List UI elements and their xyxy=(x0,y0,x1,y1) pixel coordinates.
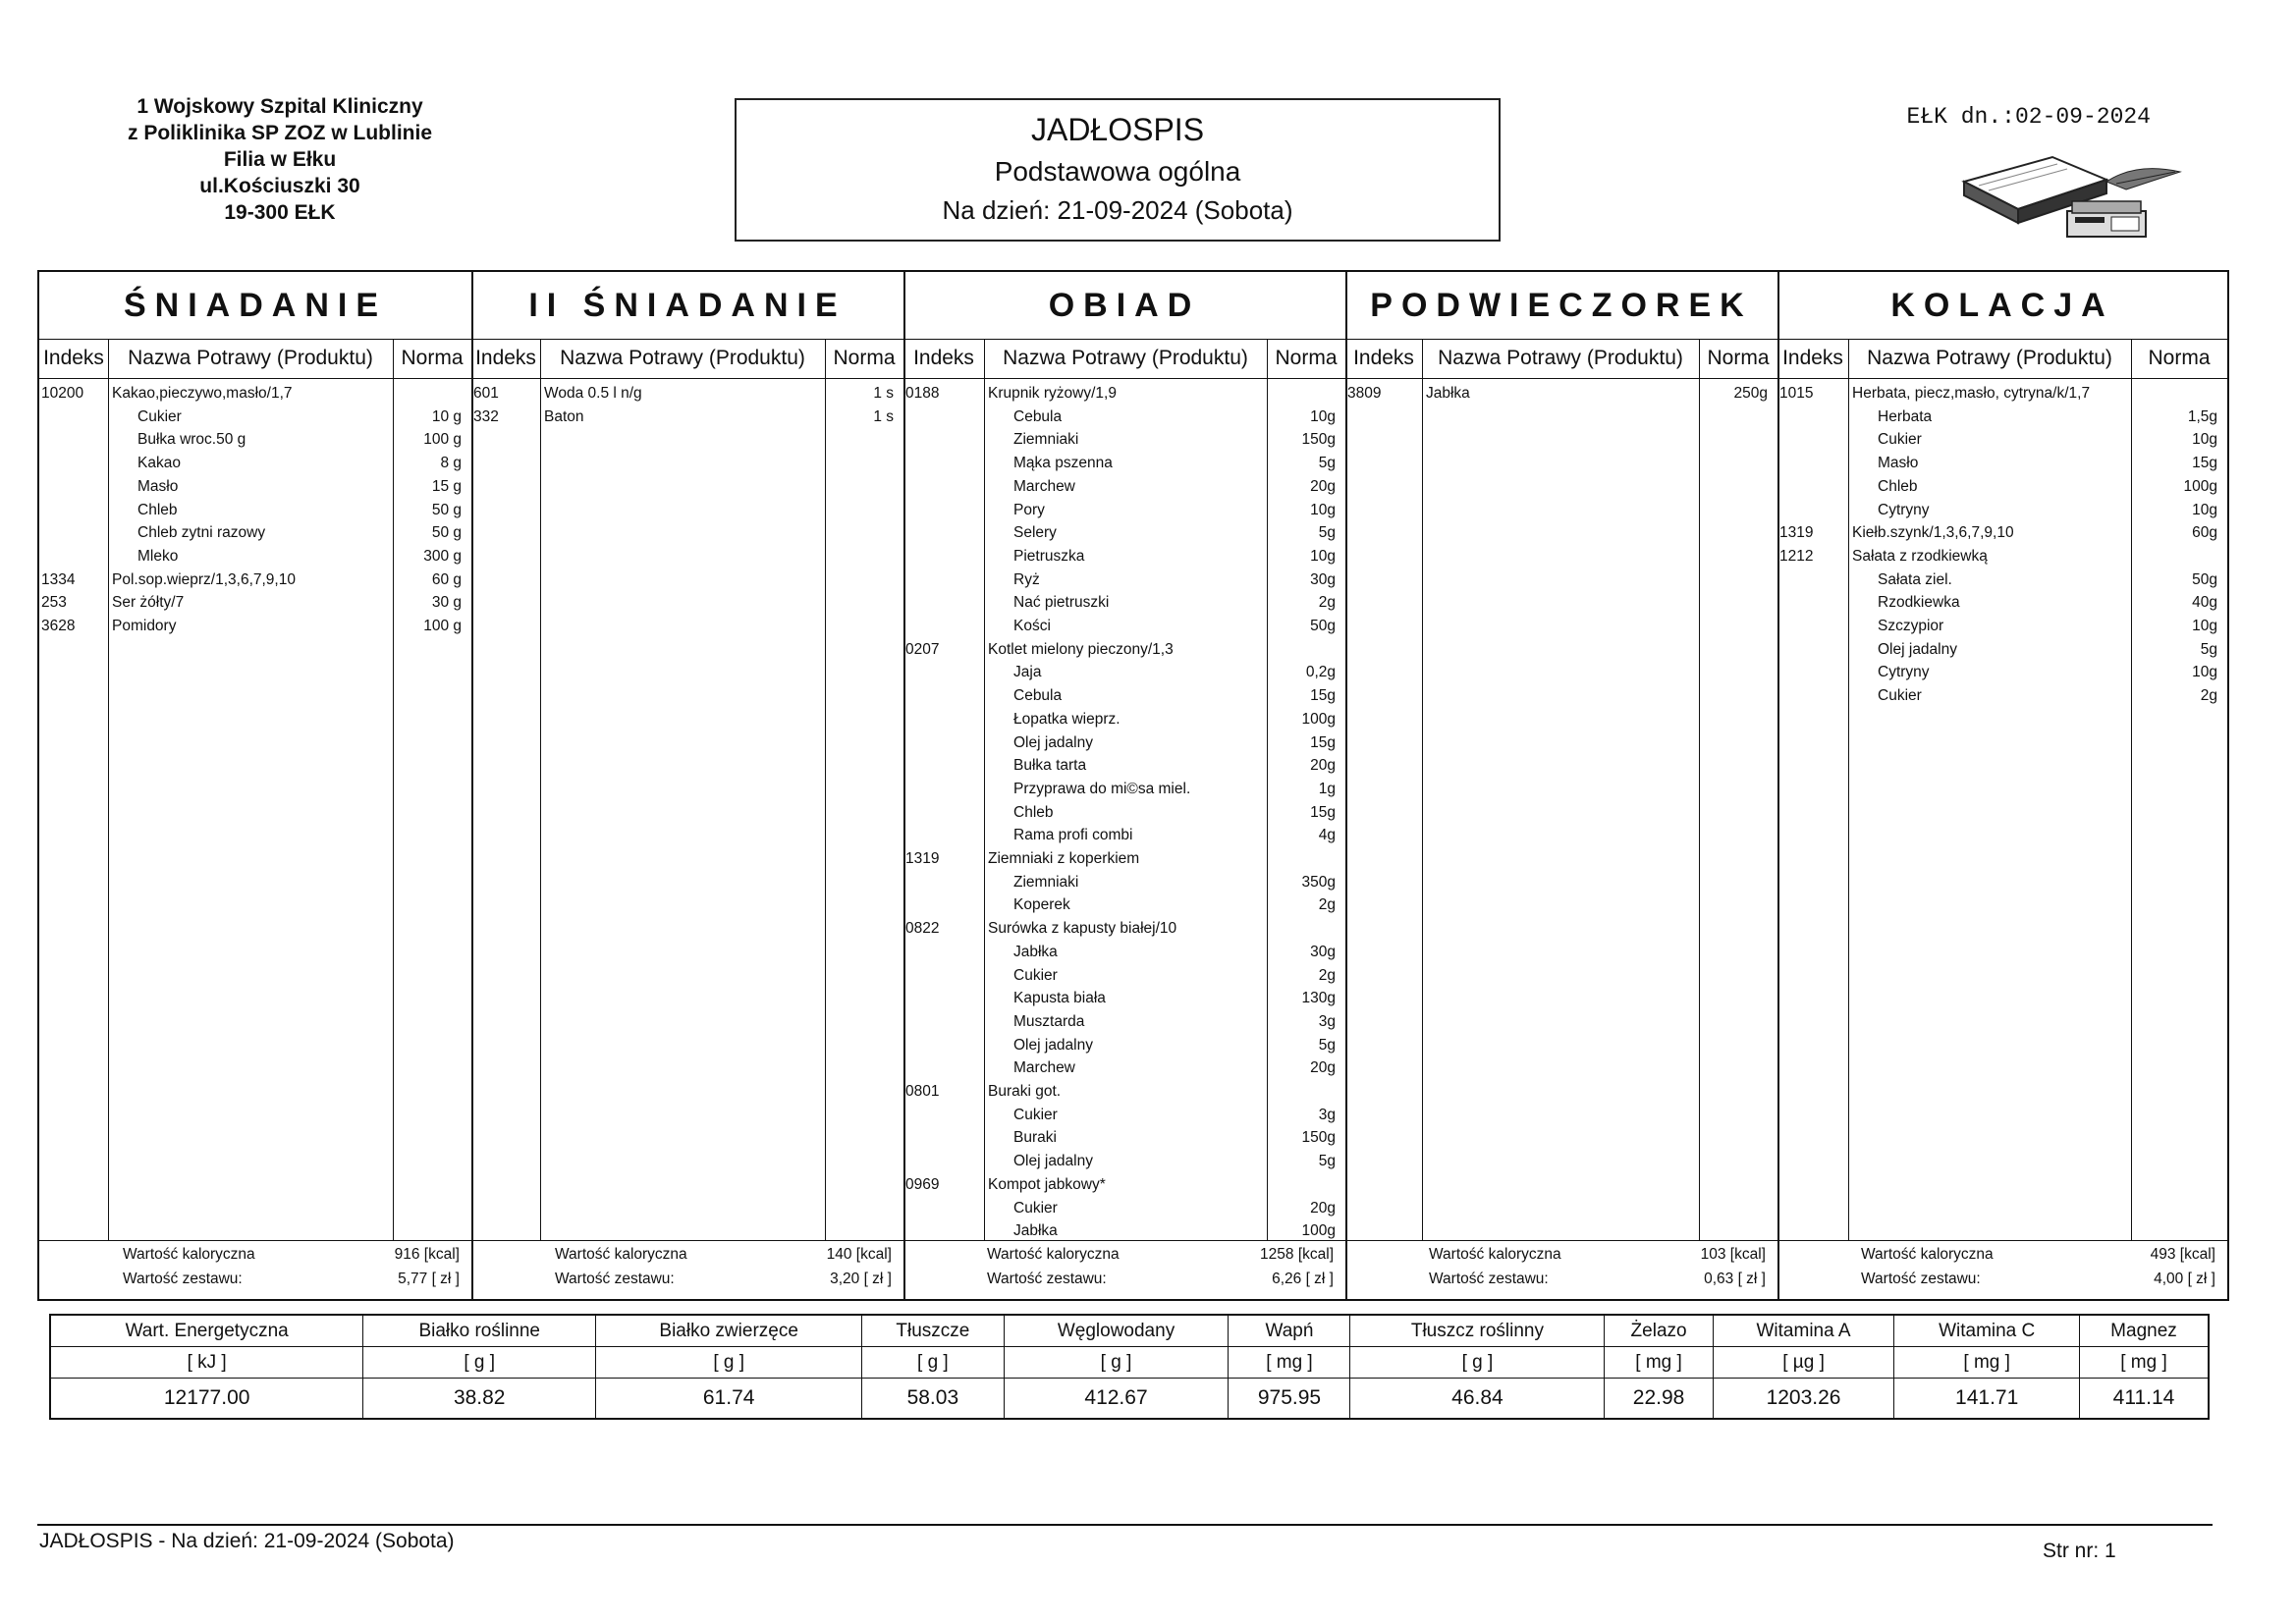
item-index: 3628 xyxy=(41,618,76,634)
item-norma: 150g xyxy=(1301,1129,1336,1147)
column-header-norma: Norma xyxy=(1707,347,1770,369)
item-name: Masło xyxy=(1878,455,1919,472)
nutrition-unit: [ mg ] xyxy=(2079,1347,2209,1379)
item-name: Olej jadalny xyxy=(1013,733,1093,751)
column-header-nazwa: Nazwa Potrawy (Produktu) xyxy=(1438,347,1683,369)
column-header-norma: Norma xyxy=(2148,347,2211,369)
issue-date: EŁK dn.:02-09-2024 xyxy=(1906,104,2151,130)
item-name: Ziemniaki xyxy=(1013,431,1079,449)
item-name: Kiełb.szynk/1,3,6,7,9,10 xyxy=(1852,524,2014,542)
list-item xyxy=(39,1219,2227,1243)
item-norma: 100g xyxy=(2183,477,2217,495)
item-name: Pietruszka xyxy=(1013,547,1085,565)
item-norma: 0,2g xyxy=(1305,664,1336,681)
footer-label-kcal: Wartość kaloryczna xyxy=(1861,1246,1994,1263)
nutrition-header: Białko roślinne xyxy=(363,1315,596,1347)
list-item xyxy=(39,568,2227,592)
nutrition-unit: [ mg ] xyxy=(1894,1347,2080,1379)
item-name: Marchew xyxy=(1013,477,1075,495)
nutrition-header: Magnez xyxy=(2079,1315,2209,1347)
page-title: JADŁOSPIS xyxy=(1030,112,1205,147)
list-item xyxy=(39,1173,2227,1197)
item-name: Surówka z kapusty białej/10 xyxy=(988,920,1177,938)
footer-value-kcal: 103 [kcal] xyxy=(1700,1246,1766,1263)
item-name: Cytryny xyxy=(1878,664,1930,681)
item-norma: 10g xyxy=(1310,407,1336,425)
item-name: Kości xyxy=(1013,618,1051,634)
item-norma: 250g xyxy=(1733,385,1768,402)
item-norma: 300 g xyxy=(423,547,462,565)
nutrition-header: Węglowodany xyxy=(1004,1315,1229,1347)
list-item xyxy=(39,1080,2227,1104)
item-name: Cukier xyxy=(1013,966,1058,984)
item-name: Chleb xyxy=(137,501,178,518)
footer-label-kcal: Wartość kaloryczna xyxy=(987,1246,1120,1263)
footer-value-kcal: 916 [kcal] xyxy=(394,1246,460,1263)
item-norma: 100 g xyxy=(423,618,462,634)
item-norma: 1 s xyxy=(873,407,894,425)
footer-label-zestaw: Wartość zestawu: xyxy=(555,1271,675,1287)
item-norma: 130g xyxy=(1301,990,1336,1007)
item-index: 1015 xyxy=(1779,385,1814,402)
list-item xyxy=(39,521,2227,545)
hospital-line: Filia w Ełku xyxy=(223,148,337,171)
list-item xyxy=(39,475,2227,499)
item-norma: 5g xyxy=(1318,455,1336,472)
column-header-indeks: Indeks xyxy=(43,347,104,369)
item-norma: 1g xyxy=(1318,780,1336,797)
item-name: Łopatka wieprz. xyxy=(1013,710,1121,728)
footer-title: JADŁOSPIS - Na dzień: 21-09-2024 (Sobota) xyxy=(39,1530,455,1552)
item-norma: 15g xyxy=(1310,687,1336,705)
list-item xyxy=(39,847,2227,871)
nutrition-value: 975.95 xyxy=(1229,1379,1350,1420)
item-name: Jabłka xyxy=(1013,1222,1058,1240)
item-name: Mąka pszenna xyxy=(1013,455,1113,472)
list-item xyxy=(39,661,2227,684)
nutrition-value: 1203.26 xyxy=(1713,1379,1894,1420)
list-item xyxy=(39,871,2227,894)
list-item xyxy=(39,406,2227,429)
nutrition-value: 412.67 xyxy=(1004,1379,1229,1420)
column-header-norma: Norma xyxy=(1275,347,1338,369)
item-index: 3809 xyxy=(1347,385,1382,402)
list-item xyxy=(39,428,2227,452)
list-item xyxy=(39,638,2227,662)
meal-title: II ŚNIADANIE xyxy=(528,287,847,324)
header-separator xyxy=(39,378,2227,379)
nutrition-header: Wapń xyxy=(1229,1315,1350,1347)
nutrition-value: 22.98 xyxy=(1605,1379,1713,1420)
item-norma: 8 g xyxy=(440,455,462,472)
item-index: 0822 xyxy=(905,920,940,938)
item-name: Kakao,pieczywo,masło/1,7 xyxy=(112,385,293,402)
item-name: Cukier xyxy=(1878,687,1922,705)
item-name: Kotlet mielony pieczony/1,3 xyxy=(988,640,1174,658)
item-norma: 5g xyxy=(1318,1153,1336,1170)
item-norma: 40g xyxy=(2192,594,2217,612)
item-name: Kakao xyxy=(137,455,181,472)
footer-value-kcal: 493 [kcal] xyxy=(2150,1246,2215,1263)
list-item xyxy=(39,778,2227,801)
item-index: 0969 xyxy=(905,1175,940,1193)
item-name: Chleb zytni razowy xyxy=(137,524,266,542)
item-name: Olej jadalny xyxy=(1013,1036,1093,1054)
item-name: Buraki got. xyxy=(988,1083,1062,1100)
list-item xyxy=(39,964,2227,988)
item-name: Marchew xyxy=(1013,1059,1075,1077)
item-norma: 5g xyxy=(2200,640,2217,658)
nutrition-unit: [ mg ] xyxy=(1229,1347,1350,1379)
item-norma: 50 g xyxy=(431,524,462,542)
item-name: Olej jadalny xyxy=(1878,640,1957,658)
nutrition-unit: [ mg ] xyxy=(1605,1347,1713,1379)
item-name: Jabłka xyxy=(1013,943,1058,960)
footer-label-kcal: Wartość kaloryczna xyxy=(1429,1246,1561,1263)
list-item xyxy=(39,591,2227,615)
nutrition-unit: [ g ] xyxy=(1004,1347,1229,1379)
item-name: Jaja xyxy=(1013,664,1042,681)
item-name: Ser żółty/7 xyxy=(112,594,185,612)
item-name: Ziemniaki xyxy=(1013,873,1079,891)
item-norma: 15g xyxy=(1310,733,1336,751)
item-name: Pol.sop.wieprz/1,3,6,7,9,10 xyxy=(112,570,296,588)
item-name: Herbata xyxy=(1878,407,1933,425)
item-name: Woda 0.5 l n/g xyxy=(544,385,642,402)
footer-value-kcal: 1258 [kcal] xyxy=(1260,1246,1334,1263)
item-norma: 100g xyxy=(1301,1222,1336,1240)
item-norma: 60g xyxy=(2192,524,2217,542)
item-norma: 5g xyxy=(1318,524,1336,542)
item-norma: 20g xyxy=(1310,1059,1336,1077)
item-name: Selery xyxy=(1013,524,1057,542)
item-name: Kompot jabkowy* xyxy=(988,1175,1106,1193)
footer-label-kcal: Wartość kaloryczna xyxy=(555,1246,687,1263)
item-norma: 1 s xyxy=(873,385,894,402)
list-item xyxy=(39,545,2227,568)
column-header-norma: Norma xyxy=(833,347,896,369)
list-item xyxy=(39,917,2227,941)
item-norma: 2g xyxy=(1318,594,1336,612)
item-name: Buraki xyxy=(1013,1129,1057,1147)
item-norma: 1,5g xyxy=(2187,407,2217,425)
item-name: Bułka wroc.50 g xyxy=(137,431,246,449)
meal-title: KOLACJA xyxy=(1890,287,2114,324)
item-index: 1334 xyxy=(41,570,76,588)
item-norma: 3g xyxy=(1318,1106,1336,1123)
nutrition-value: 58.03 xyxy=(862,1379,1004,1420)
list-item xyxy=(39,987,2227,1010)
footer-label-zestaw: Wartość zestawu: xyxy=(123,1271,243,1287)
footer-value-kcal: 140 [kcal] xyxy=(826,1246,892,1263)
item-name: Cytryny xyxy=(1878,501,1930,518)
nutrition-value: 46.84 xyxy=(1350,1379,1605,1420)
footer-label-zestaw: Wartość zestawu: xyxy=(1429,1271,1549,1287)
column-header-indeks: Indeks xyxy=(1782,347,1843,369)
nutrition-header: Witamina C xyxy=(1894,1315,2080,1347)
item-norma: 20g xyxy=(1310,757,1336,775)
item-norma: 350g xyxy=(1301,873,1336,891)
item-name: Baton xyxy=(544,407,584,425)
item-name: Mleko xyxy=(137,547,179,565)
footer-value-zestaw: 4,00 [ zł ] xyxy=(2154,1271,2215,1287)
nutrition-table xyxy=(49,1314,2210,1420)
item-norma: 15g xyxy=(1310,803,1336,821)
nutrition-header: Białko zwierzęce xyxy=(596,1315,862,1347)
item-norma: 10 g xyxy=(431,407,462,425)
item-name: Rama profi combi xyxy=(1013,827,1133,844)
footer-label-kcal: Wartość kaloryczna xyxy=(123,1246,255,1263)
item-norma: 5g xyxy=(1318,1036,1336,1054)
footer-value-zestaw: 0,63 [ zł ] xyxy=(1704,1271,1766,1287)
item-norma: 50g xyxy=(2192,570,2217,588)
item-norma: 10g xyxy=(2192,431,2217,449)
item-norma: 3g xyxy=(1318,1012,1336,1030)
item-name: Rzodkiewka xyxy=(1878,594,1960,612)
list-item xyxy=(39,824,2227,847)
list-item xyxy=(39,1197,2227,1220)
item-name: Herbata, piecz,masło, cytryna/k/1,7 xyxy=(1852,385,2091,402)
nutrition-unit: [ kJ ] xyxy=(50,1347,363,1379)
column-header-norma: Norma xyxy=(401,347,464,369)
item-name: Musztarda xyxy=(1013,1012,1085,1030)
item-name: Krupnik ryżowy/1,9 xyxy=(988,385,1117,402)
nutrition-unit: [ g ] xyxy=(596,1347,862,1379)
item-norma: 150g xyxy=(1301,431,1336,449)
nutrition-unit: [ µg ] xyxy=(1713,1347,1894,1379)
item-name: Ryż xyxy=(1013,570,1040,588)
item-name: Pomidory xyxy=(112,618,177,634)
list-item xyxy=(39,1034,2227,1057)
item-norma: 20g xyxy=(1310,477,1336,495)
item-index: 0801 xyxy=(905,1083,940,1100)
column-header-nazwa: Nazwa Potrawy (Produktu) xyxy=(560,347,805,369)
item-norma: 30g xyxy=(1310,943,1336,960)
meal-title: OBIAD xyxy=(1048,287,1201,324)
list-item xyxy=(39,1104,2227,1127)
item-name: Jabłka xyxy=(1426,385,1470,402)
nutrition-value: 61.74 xyxy=(596,1379,862,1420)
hospital-line: 19-300 EŁK xyxy=(224,201,336,224)
item-norma: 10g xyxy=(1310,547,1336,565)
item-name: Sałata ziel. xyxy=(1878,570,1952,588)
item-index: 0188 xyxy=(905,385,940,402)
column-header-indeks: Indeks xyxy=(1353,347,1414,369)
hospital-line: z Poliklinika SP ZOZ w Lublinie xyxy=(128,122,432,144)
item-norma: 10g xyxy=(2192,501,2217,518)
nutrition-header: Wart. Energetyczna xyxy=(50,1315,363,1347)
nutrition-header: Tłuszcze xyxy=(862,1315,1004,1347)
item-name: Cukier xyxy=(1013,1106,1058,1123)
nutrition-value: 38.82 xyxy=(363,1379,596,1420)
item-name: Pory xyxy=(1013,501,1045,518)
item-norma: 100 g xyxy=(423,431,462,449)
item-index: 1319 xyxy=(1779,524,1814,542)
item-norma: 15g xyxy=(2192,455,2217,472)
meal-title: PODWIECZOREK xyxy=(1370,287,1753,324)
nutrition-unit: [ g ] xyxy=(1350,1347,1605,1379)
list-item xyxy=(39,1126,2227,1150)
item-index: 601 xyxy=(473,385,499,402)
column-header-nazwa: Nazwa Potrawy (Produktu) xyxy=(128,347,373,369)
item-name: Cebula xyxy=(1013,407,1063,425)
list-item xyxy=(39,499,2227,522)
column-header-nazwa: Nazwa Potrawy (Produktu) xyxy=(1867,347,2112,369)
item-name: Masło xyxy=(137,477,179,495)
list-item xyxy=(39,708,2227,731)
list-item xyxy=(39,893,2227,917)
page-number: Str nr: 1 xyxy=(2043,1540,2116,1562)
nutrition-unit: [ g ] xyxy=(862,1347,1004,1379)
footer-value-zestaw: 6,26 [ zł ] xyxy=(1272,1271,1334,1287)
item-norma: 50 g xyxy=(431,501,462,518)
item-norma: 100g xyxy=(1301,710,1336,728)
item-norma: 10g xyxy=(2192,618,2217,634)
item-index: 1319 xyxy=(905,850,940,867)
footer-value-zestaw: 3,20 [ zł ] xyxy=(830,1271,892,1287)
list-item xyxy=(39,452,2227,475)
item-norma: 30 g xyxy=(431,594,462,612)
footer-label-zestaw: Wartość zestawu: xyxy=(1861,1271,1981,1287)
item-name: Chleb xyxy=(1878,477,1918,495)
item-name: Koperek xyxy=(1013,896,1070,914)
item-index: 332 xyxy=(473,407,499,425)
item-index: 10200 xyxy=(41,385,84,402)
column-header-indeks: Indeks xyxy=(913,347,974,369)
footer-value-zestaw: 5,77 [ zł ] xyxy=(398,1271,460,1287)
item-norma: 50g xyxy=(1310,618,1336,634)
item-norma: 30g xyxy=(1310,570,1336,588)
hospital-address xyxy=(79,93,481,226)
item-name: Przyprawa do mi©sa miel. xyxy=(1013,780,1191,797)
list-item xyxy=(39,941,2227,964)
list-item xyxy=(39,684,2227,708)
list-item xyxy=(39,1010,2227,1034)
item-norma: 2g xyxy=(2200,687,2217,705)
item-name: Sałata z rzodkiewką xyxy=(1852,547,1988,565)
nutrition-header: Witamina A xyxy=(1713,1315,1894,1347)
item-norma: 4g xyxy=(1318,827,1336,844)
item-norma: 10g xyxy=(2192,664,2217,681)
item-norma: 60 g xyxy=(431,570,462,588)
item-name: Nać pietruszki xyxy=(1013,594,1110,612)
item-name: Cebula xyxy=(1013,687,1063,705)
item-name: Cukier xyxy=(1878,431,1922,449)
item-name: Cukier xyxy=(1013,1199,1058,1217)
item-name: Ziemniaki z koperkiem xyxy=(988,850,1140,867)
nutrition-value: 141.71 xyxy=(1894,1379,2080,1420)
item-norma: 20g xyxy=(1310,1199,1336,1217)
nutrition-header: Tłuszcz roślinny xyxy=(1350,1315,1605,1347)
item-norma: 15 g xyxy=(431,477,462,495)
meal-title: ŚNIADANIE xyxy=(123,287,388,324)
menu-table xyxy=(37,270,2229,1301)
list-item xyxy=(39,754,2227,778)
item-index: 1212 xyxy=(1779,547,1814,565)
list-item xyxy=(39,731,2227,755)
hospital-line: ul.Kościuszki 30 xyxy=(199,175,360,197)
item-norma: 2g xyxy=(1318,896,1336,914)
nutrition-header: Żelazo xyxy=(1605,1315,1713,1347)
item-index: 0207 xyxy=(905,640,940,658)
item-name: Kapusta biała xyxy=(1013,990,1106,1007)
item-name: Chleb xyxy=(1013,803,1054,821)
column-header-indeks: Indeks xyxy=(475,347,536,369)
column-header-nazwa: Nazwa Potrawy (Produktu) xyxy=(1003,347,1248,369)
book-computer-icon xyxy=(1959,142,2185,245)
menu-date: Na dzień: 21-09-2024 (Sobota) xyxy=(942,195,1293,225)
nutrition-value: 411.14 xyxy=(2079,1379,2209,1420)
list-item xyxy=(39,615,2227,638)
footer-divider xyxy=(37,1524,2213,1526)
item-name: Szczypior xyxy=(1878,618,1944,634)
item-index: 253 xyxy=(41,594,67,612)
item-name: Cukier xyxy=(137,407,182,425)
nutrition-unit: [ g ] xyxy=(363,1347,596,1379)
nutrition-value: 12177.00 xyxy=(50,1379,363,1420)
item-norma: 2g xyxy=(1318,966,1336,984)
list-item xyxy=(39,1056,2227,1080)
hospital-line: 1 Wojskowy Szpital Kliniczny xyxy=(137,95,423,118)
title-box xyxy=(735,98,1501,242)
item-norma: 10g xyxy=(1310,501,1336,518)
footer-label-zestaw: Wartość zestawu: xyxy=(987,1271,1107,1287)
item-name: Bułka tarta xyxy=(1013,757,1087,775)
list-item xyxy=(39,1150,2227,1173)
list-item xyxy=(39,382,2227,406)
item-name: Olej jadalny xyxy=(1013,1153,1093,1170)
list-item xyxy=(39,801,2227,825)
diet-type: Podstawowa ogólna xyxy=(994,156,1241,187)
